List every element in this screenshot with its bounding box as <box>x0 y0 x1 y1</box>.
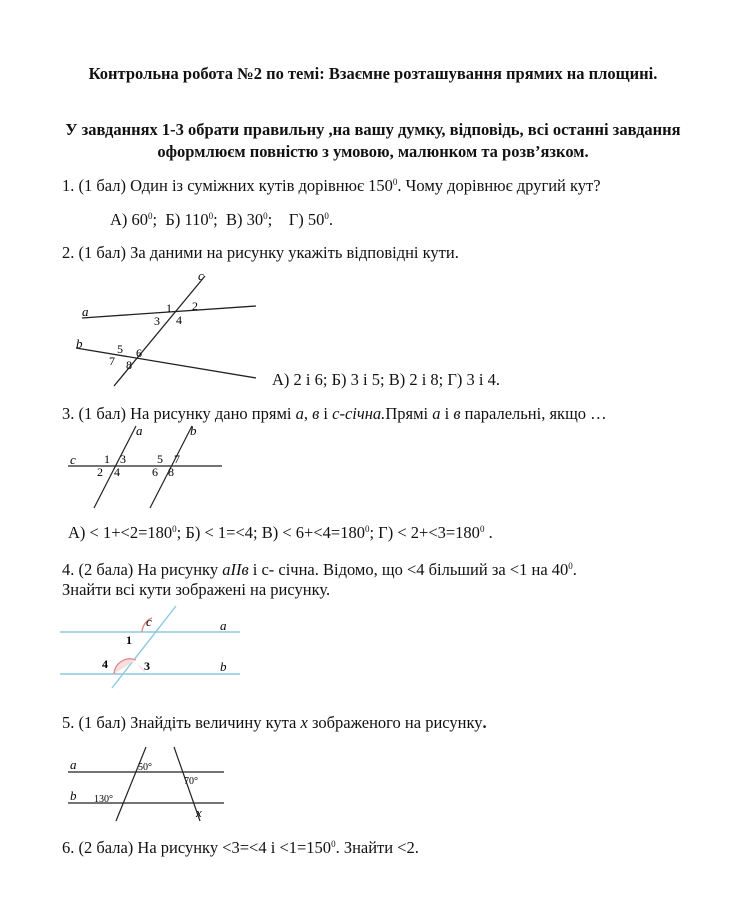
svg-text:50°: 50° <box>138 762 152 773</box>
svg-text:3: 3 <box>154 314 160 328</box>
line-c-label: c <box>198 268 204 283</box>
svg-text:b: b <box>190 423 197 438</box>
svg-text:1: 1 <box>104 452 110 466</box>
svg-text:c: c <box>146 614 152 629</box>
task3-figure <box>66 422 226 510</box>
svg-text:2: 2 <box>192 299 198 313</box>
svg-text:4: 4 <box>114 465 120 479</box>
svg-text:1: 1 <box>166 301 172 315</box>
svg-text:b: b <box>220 659 227 674</box>
svg-text:130°: 130° <box>94 794 113 805</box>
task5-figure <box>66 745 226 823</box>
svg-text:c: c <box>70 452 76 467</box>
page-title: Контрольна робота №2 по темі: Взаємне розташування прямих на площині. <box>88 64 658 83</box>
svg-text:x: x <box>196 805 202 820</box>
svg-text:8: 8 <box>168 465 174 479</box>
answer-a: А) $60^0$; <box>110 210 158 229</box>
task1-answers <box>110 210 333 230</box>
task4-question-line2: Знайти всі кути зображені на рисунку. <box>62 580 331 599</box>
task6-question: 6. (2 бала) На рисунку <3=<4 $і <1=150^0$. Знайти <2. <box>62 838 419 857</box>
svg-text:2: 2 <box>97 465 103 479</box>
svg-text:1: 1 <box>126 633 132 647</box>
line-a-label: a <box>82 304 89 319</box>
svg-text:5: 5 <box>157 452 163 466</box>
answer-c: В) $30^0$; <box>225 210 273 229</box>
task1-question: 1. (1 бал) Один із суміжних кутів дорівнює $150^0$. Чому дорівнює другий кут? <box>62 176 601 195</box>
line-b-label: b <box>76 336 83 351</box>
task2-answers: А) 2 і 6; Б) 3 і 5; В) 2 і 8; Г) 3 і 4. <box>272 370 501 389</box>
task4-figure <box>60 604 244 688</box>
task3-answers: $А) < 1+<2=180^0$; Б) < 1=<4; $В) < 6+<4=180^0$; $Г) < 2+<3=180^0$ . <box>68 523 493 542</box>
svg-text:a: a <box>136 423 143 438</box>
svg-text:b: b <box>70 788 77 803</box>
svg-text:3: 3 <box>144 659 150 673</box>
svg-text:a: a <box>70 757 77 772</box>
task2-figure <box>70 268 270 388</box>
svg-text:6: 6 <box>136 346 142 360</box>
svg-text:a: a <box>220 618 227 633</box>
svg-text:4: 4 <box>176 313 182 327</box>
svg-text:70°: 70° <box>184 776 198 787</box>
task2-question: 2. (1 бал) За даними на рисунку укажіть відповідні кути. <box>62 243 459 262</box>
svg-text:5: 5 <box>117 342 123 356</box>
instructions: У завданнях 1-3 обрати правильну ,на вашу думку, відповідь, всі останні завдання оформлюєм повністю з умовою, малюнком та розв’язком. <box>65 120 681 161</box>
svg-text:6: 6 <box>152 465 158 479</box>
task5-question: 5. (1 бал) Знайдіть величину кута x зображеного на рисунку. <box>62 713 487 732</box>
svg-text:4: 4 <box>102 657 108 671</box>
svg-text:3: 3 <box>120 452 126 466</box>
svg-text:8: 8 <box>126 358 132 372</box>
task4-question: 4. (2 бала) На рисунку аІІв і с- січна. Відомо, що <4 більший за <1 на $40^0$. <box>62 560 577 579</box>
answer-b: Б) $110^0$; <box>165 210 218 229</box>
svg-text:7: 7 <box>109 354 115 368</box>
task3-question: 3. (1 бал) На рисунку дано прямі а, в і с-січна.Прямі а і в паралельні, якщо … <box>62 404 607 423</box>
answer-d: Г) $50^0$. <box>288 210 333 229</box>
svg-text:7: 7 <box>174 452 180 466</box>
